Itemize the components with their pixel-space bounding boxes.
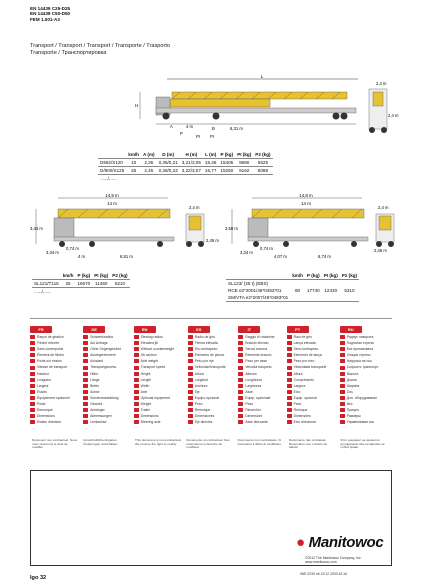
- legend-text: Reboque: [293, 408, 308, 413]
- legend-text: Asse: [245, 389, 253, 394]
- legend-icon: [188, 378, 193, 382]
- standard-line-1: EN 14439 C25-D25: [30, 6, 71, 11]
- flag-es: ES: [188, 326, 210, 333]
- legend-text: Height: [140, 371, 151, 376]
- dim-H: H: [135, 103, 139, 108]
- legend-text: Altura: [293, 371, 303, 376]
- transport-drawing-2: [26, 192, 221, 270]
- legend-icon: [83, 335, 88, 339]
- flag-pt: PT: [287, 326, 309, 333]
- dim-P: P: [180, 131, 183, 136]
- legend-text: Axle: [140, 389, 148, 394]
- legend-text: Length: [140, 377, 152, 382]
- legend-text: Altezza: [245, 371, 257, 376]
- legend-icon: [188, 402, 193, 406]
- svg-text:6,81 m: 6,81 m: [120, 254, 133, 259]
- legend-text: Lunghezza: [245, 377, 262, 382]
- legend-text: Jib section: [140, 353, 157, 358]
- legend-icon: [287, 359, 292, 363]
- disclaimer-notes: Document non contractuel. Nous nous réservons le droit de modifier. Unverbindliche Angaben. Änderungen vorbehalten. This document is non-contractual. We reserve the right to modify. Documento no contractual. Nos reservamos el derecho de modificar. Documento non contrattuale. Ci riserviamo il diritto di modificare. Documento não contratual. Reservamo-nos o direito de alterar. Этот документ не является договорным. Мы оставляем за собой право.: [32, 438, 385, 450]
- transport-drawing-3: [224, 192, 404, 270]
- legend-text: Velocidad transporte: [194, 365, 226, 370]
- table-row: SM/VTA e2*2007/46*0493*01: [226, 294, 359, 302]
- manitowoc-logo: ● Manitowoc: [296, 534, 384, 551]
- legend-text: Ширина: [346, 383, 360, 388]
- legend-text: Peso por eixo: [293, 359, 315, 364]
- legend-icon: [287, 366, 292, 370]
- legend-text: Asse sterzante: [245, 420, 268, 425]
- legend-icon: [287, 396, 292, 400]
- divider: [30, 318, 392, 319]
- flag-de: DE: [83, 326, 105, 333]
- transport-title-line2: Transporte / Транспортировка: [30, 50, 107, 56]
- svg-text:3,58 m: 3,58 m: [225, 226, 238, 231]
- legend-text: Высота: [346, 371, 359, 376]
- legend-icon: [287, 384, 292, 388]
- legend-icon: [188, 341, 193, 345]
- legend-icon: [287, 335, 292, 339]
- legend-text: Vitesse de transport: [37, 365, 68, 370]
- table-row: D562/S120 10 2,35 0,35/0,21 3,21/3,05 15,48 15405 9680 5525: [98, 159, 273, 167]
- legend-text: Ohne Gegengewicht: [90, 347, 122, 352]
- legend-icon: [134, 372, 139, 376]
- legend-icon: [238, 414, 243, 418]
- legend-text: Rimorchio: [245, 408, 261, 413]
- legend-text: Longitud: [194, 377, 208, 382]
- legend-icon: [134, 402, 139, 406]
- legend-icon: [238, 420, 243, 424]
- transport-drawing-1: [120, 72, 400, 144]
- legend-icon: [188, 366, 193, 370]
- dim-631: 6,31 m: [230, 126, 243, 131]
- svg-text:14 m: 14 m: [301, 201, 311, 206]
- legend-text: Peso per asse: [245, 359, 268, 364]
- legend-icon: [30, 402, 35, 406]
- legend-icon: [238, 347, 243, 351]
- legend-icon: [134, 414, 139, 418]
- legend-text: Breite: [90, 383, 99, 388]
- legend-icon: [30, 359, 35, 363]
- legend-text: Larghezza: [245, 383, 262, 388]
- legend-icon: [83, 359, 88, 363]
- flag-en: EN: [134, 326, 156, 333]
- legend-text: Peso: [194, 402, 203, 407]
- legend-icon: [238, 378, 243, 382]
- legend-icon: [188, 396, 193, 400]
- standard-line-2: EN 14439 C50-D50: [30, 11, 71, 17]
- dim-PI: PI: [196, 134, 200, 139]
- legend-icon: [188, 420, 193, 424]
- dim-24: 2,4 m: [376, 81, 387, 86]
- legend-text: Largeur: [37, 383, 49, 388]
- legend-icon: [83, 402, 88, 406]
- svg-text:14,9 m: 14,9 m: [105, 193, 119, 198]
- legend-text: Axle weight: [140, 359, 159, 364]
- legend-text: Dimensions: [140, 414, 159, 419]
- legend-text: Élément de flèche: [37, 353, 65, 358]
- page-number: Igo 32: [30, 575, 47, 581]
- legend-icon: [340, 359, 345, 363]
- legend-text: Dimensiones: [194, 414, 215, 419]
- legend-text: Achslast: [90, 359, 103, 364]
- svg-text:2,4 m: 2,4 m: [378, 205, 389, 210]
- legend-text: Transportgeschw.: [90, 365, 117, 370]
- legend-icon: [238, 408, 243, 412]
- legend-text: Нагрузка на ось: [346, 359, 372, 364]
- legend-icon: [134, 366, 139, 370]
- legend-text: Auslegerelement: [90, 353, 116, 358]
- legend-text: Вес: [346, 402, 353, 407]
- legend-text: Поднятая стрела: [346, 341, 374, 346]
- legend-text: Anhänger: [90, 408, 105, 413]
- legend-text: Slewing radius: [140, 334, 163, 339]
- legend-icon: [340, 366, 345, 370]
- legend-text: Размеры: [346, 414, 361, 419]
- legend-icon: [238, 366, 243, 370]
- legend-icon: [340, 408, 345, 412]
- legend-icon: [340, 353, 345, 357]
- flag-fr: FR: [30, 326, 52, 333]
- legend-icon: [134, 335, 139, 339]
- legend-icon: [30, 390, 35, 394]
- legend-icon: [83, 420, 88, 424]
- transport-table-1: [98, 151, 273, 182]
- legend-icon: [83, 414, 88, 418]
- legend-text: Abmessungen: [90, 414, 112, 419]
- footer-code: IWE 0235 mt 12/12 2003 43.16: [300, 572, 347, 576]
- dim-A: A: [170, 124, 173, 129]
- t1-footer: ....../......: [100, 176, 117, 181]
- table-row: SL123/ (25 t) (EBS): [228, 281, 269, 286]
- legend-icon: [30, 408, 35, 412]
- legend-text: Braccio elevato: [245, 341, 269, 346]
- legend-text: Largura: [293, 383, 306, 388]
- legend-text: Длина: [346, 377, 357, 382]
- legend-icon: [83, 378, 88, 382]
- legend-icon: [83, 341, 88, 345]
- svg-text:0,74 m: 0,74 m: [66, 246, 79, 251]
- svg-text:6,74 m: 6,74 m: [318, 254, 331, 259]
- legend-icon: [287, 420, 292, 424]
- legend-icon: [83, 353, 88, 357]
- t1-h3: D (m): [157, 151, 180, 159]
- legend-icon: [83, 366, 88, 370]
- legend-text: Flèche relevée: [37, 341, 60, 346]
- legend-text: Équipement optionnel: [37, 395, 70, 400]
- legend-icon: [83, 384, 88, 388]
- legend-icon: [30, 414, 35, 418]
- legend-icon: [238, 372, 243, 376]
- legend-icon: [340, 372, 345, 376]
- legend-text: Senza zavorra: [245, 347, 268, 352]
- legend-icon: [188, 372, 193, 376]
- legend-icon: [238, 353, 243, 357]
- legend-text: Steering axle: [140, 420, 161, 425]
- legend-icon: [30, 341, 35, 345]
- legend-text: Sonderausstattung: [90, 395, 119, 400]
- legend-icon: [83, 372, 88, 376]
- legend-text: Elemento de lança: [293, 353, 322, 358]
- flag-it: IT: [238, 326, 260, 333]
- transport-title-line1: Transport / Transport / Transport / Transporte / Trasporto: [30, 43, 171, 49]
- legend-text: Gewicht: [90, 402, 103, 407]
- dim-4m: 4 m: [186, 124, 193, 129]
- transport-table-2: km/h P (kg) PI (kg) P2 (kg) SL121/T115 25 16670 11460 5210 ....../......: [34, 273, 128, 294]
- legend-icon: [340, 341, 345, 345]
- legend-text: Höhe: [90, 371, 99, 376]
- legend-icon: [340, 378, 345, 382]
- legend-text: Скорость транспорт.: [346, 365, 379, 370]
- svg-text:14,9 m: 14,9 m: [299, 193, 313, 198]
- legend-icon: [188, 408, 193, 412]
- legend-icon: [30, 420, 35, 424]
- legend-icon: [134, 396, 139, 400]
- legend-text: Velocità trasporto: [245, 365, 272, 370]
- legend-icon: [287, 372, 292, 376]
- legend-icon: [30, 396, 35, 400]
- legend-icon: [287, 353, 292, 357]
- legend-icon: [134, 408, 139, 412]
- t1-h5: L (m): [203, 151, 219, 159]
- language-legend: [30, 325, 392, 425]
- legend-icon: [340, 402, 345, 406]
- legend-icon: [134, 341, 139, 345]
- legend-text: Radio de giro: [194, 334, 215, 339]
- legend-text: Width: [140, 383, 150, 388]
- svg-text:2,45 m: 2,45 m: [374, 248, 387, 253]
- legend-text: Прицеп: [346, 408, 359, 413]
- legend-text: Eixo direcional: [293, 420, 316, 425]
- table-row: D/900/S125 25 2,45 0,38/0,23 3,22/3,07 15,77 15250 9162 6088: [98, 167, 273, 175]
- legend-text: Радиус поворота: [346, 334, 374, 339]
- t1-h6: P (kg): [218, 151, 235, 159]
- legend-icon: [287, 414, 292, 418]
- legend-text: Sans contrepoids: [37, 347, 64, 352]
- legend-text: Comprimento: [293, 377, 314, 382]
- legend-text: Dimensions: [37, 414, 55, 419]
- legend-text: Peso: [245, 402, 254, 407]
- legend-icon: [340, 390, 345, 394]
- legend-icon: [83, 408, 88, 412]
- notes-box: [30, 470, 392, 566]
- legend-icon: [83, 390, 88, 394]
- t1-h0: [98, 151, 126, 159]
- legend-icon: [340, 384, 345, 388]
- svg-text:2,45 m: 2,45 m: [206, 238, 219, 243]
- legend-icon: [134, 353, 139, 357]
- legend-text: Raggio di rotazione: [245, 334, 275, 339]
- legend-icon: [287, 408, 292, 412]
- legend-text: Eje: [194, 389, 200, 394]
- legend-text: Equip. opcional: [293, 395, 317, 400]
- legend-text: Schwenkradius: [90, 334, 114, 339]
- legend-icon: [238, 396, 243, 400]
- legend-icon: [188, 353, 193, 357]
- list-item: [30, 419, 392, 425]
- legend-text: Lenkachse: [90, 420, 107, 425]
- legend-text: Elemento de pluma: [194, 353, 224, 358]
- t1-h2: A (m): [143, 152, 155, 157]
- legend-text: Transport speed: [140, 365, 166, 370]
- t1-h7: PI (kg): [237, 152, 252, 157]
- legend-text: Rayon de giration: [37, 334, 64, 339]
- legend-icon: [134, 347, 139, 351]
- legend-text: Без противовеса: [346, 347, 374, 352]
- svg-text:0,74 m: 0,74 m: [260, 246, 273, 251]
- legend-icon: [287, 341, 292, 345]
- legend-icon: [238, 341, 243, 345]
- legend-icon: [188, 335, 193, 339]
- legend-icon: [30, 347, 35, 351]
- legend-text: Essieu directeur: [37, 420, 62, 425]
- standards-header: [30, 6, 70, 22]
- legend-icon: [30, 378, 35, 382]
- legend-text: Dimensioni: [245, 414, 263, 419]
- legend-text: Sem contrapeso: [293, 347, 319, 352]
- svg-text:3,34 m: 3,34 m: [46, 250, 59, 255]
- legend-text: Velocidade transporte: [293, 365, 327, 370]
- legend-text: Poids: [37, 402, 46, 407]
- legend-text: Länge: [90, 377, 100, 382]
- transport-table-3: km/h P (kg) PI (kg) P2 (kg) SL123/ (25 t) (EBS) RCE e2*2001/46*0453*01 80 17740 12430 5310 SM/VTA e2*2007/46*0493*01: [228, 273, 358, 300]
- legend-icon: [83, 347, 88, 351]
- legend-text: Optional equipment: [140, 395, 171, 400]
- legend-icon: [340, 347, 345, 351]
- legend-text: Equipo opcional: [194, 395, 219, 400]
- legend-text: Управляемая ось: [346, 420, 375, 425]
- legend-text: Trailer: [140, 408, 151, 413]
- legend-text: Raio de giro: [293, 334, 312, 339]
- legend-text: Elemento braccio: [245, 353, 272, 358]
- svg-text:3,34 m: 3,34 m: [240, 250, 253, 255]
- legend-text: Achse: [90, 389, 100, 394]
- svg-text:14 m: 14 m: [107, 201, 117, 206]
- legend-icon: [340, 420, 345, 424]
- legend-icon: [188, 414, 193, 418]
- dim-24b: 2,4 m: [388, 113, 399, 118]
- legend-text: Elevated jib: [140, 341, 159, 346]
- legend-icon: [83, 396, 88, 400]
- standard-line-3: FEM 1.001-A3: [30, 16, 60, 22]
- legend-icon: [238, 335, 243, 339]
- legend-text: Lança elevada: [293, 341, 316, 346]
- legend-icon: [238, 402, 243, 406]
- legend-text: Dimensões: [293, 414, 311, 419]
- legend-text: Without counterweight: [140, 347, 175, 352]
- legend-icon: [30, 384, 35, 388]
- legend-icon: [238, 359, 243, 363]
- legend-icon: [134, 390, 139, 394]
- legend-text: Poids sur essieu: [37, 359, 62, 364]
- dim-PI2: PI: [210, 134, 214, 139]
- legend-text: Hauteur: [37, 371, 50, 376]
- legend-icon: [340, 414, 345, 418]
- legend-icon: [238, 384, 243, 388]
- legend-icon: [30, 366, 35, 370]
- legend-text: Longueur: [37, 377, 52, 382]
- legend-text: Altura: [194, 371, 204, 376]
- legend-icon: [188, 359, 193, 363]
- svg-text:3,43 m: 3,43 m: [30, 226, 43, 231]
- legend-icon: [287, 390, 292, 394]
- legend-icon: [188, 384, 193, 388]
- legend-text: Eixo: [293, 389, 301, 394]
- legend-text: Peso por eje: [194, 359, 214, 364]
- legend-icon: [287, 347, 292, 351]
- legend-icon: [340, 396, 345, 400]
- legend-icon: [134, 378, 139, 382]
- legend-icon: [188, 390, 193, 394]
- copyright: ©2012 The Manitowoc Company, Inc. www.manitowoc.com: [305, 556, 362, 564]
- legend-text: Секция стрелы: [346, 353, 371, 358]
- legend-text: Auf Anfrage: [90, 341, 108, 346]
- svg-text:2,4 m: 2,4 m: [189, 205, 200, 210]
- svg-text:4 m: 4 m: [78, 254, 85, 259]
- legend-icon: [30, 353, 35, 357]
- legend-text: Доп. оборудование: [346, 395, 377, 400]
- legend-text: Ось: [346, 389, 353, 394]
- legend-text: Anchura: [194, 383, 208, 388]
- legend-text: Flecha elevada: [194, 341, 218, 346]
- dim-L: L: [260, 74, 264, 79]
- legend-icon: [134, 359, 139, 363]
- legend-icon: [238, 390, 243, 394]
- svg-text:4,07 m: 4,07 m: [274, 254, 287, 259]
- legend-icon: [134, 384, 139, 388]
- legend-text: Weight: [140, 402, 152, 407]
- legend-icon: [287, 378, 292, 382]
- legend-text: Sin contrapeso: [194, 347, 218, 352]
- dim-B: B: [212, 126, 215, 131]
- t1-h8: P2 (kg): [255, 152, 271, 157]
- legend-icon: [340, 335, 345, 339]
- t1-h4: H (m): [180, 151, 203, 159]
- legend-text: Essieu: [37, 389, 48, 394]
- legend-icon: [134, 420, 139, 424]
- legend-icon: [287, 402, 292, 406]
- table-row: SL121/T115 25 16670 11460 5210: [32, 280, 130, 288]
- legend-text: Remolque: [194, 408, 211, 413]
- transport-title: [30, 43, 170, 57]
- legend-text: Peso: [293, 402, 302, 407]
- legend-text: Eje directriz: [194, 420, 213, 425]
- legend-icon: [30, 335, 35, 339]
- table-row: RCE e2*2001/46*0453*01 80 17740 12430 5310: [228, 288, 355, 293]
- legend-text: Equip. opzionale: [245, 395, 271, 400]
- flag-ru: RU: [340, 326, 362, 333]
- t1-h1: km/h: [128, 152, 139, 157]
- legend-text: Remorque: [37, 408, 53, 413]
- legend-icon: [30, 372, 35, 376]
- legend-icon: [188, 347, 193, 351]
